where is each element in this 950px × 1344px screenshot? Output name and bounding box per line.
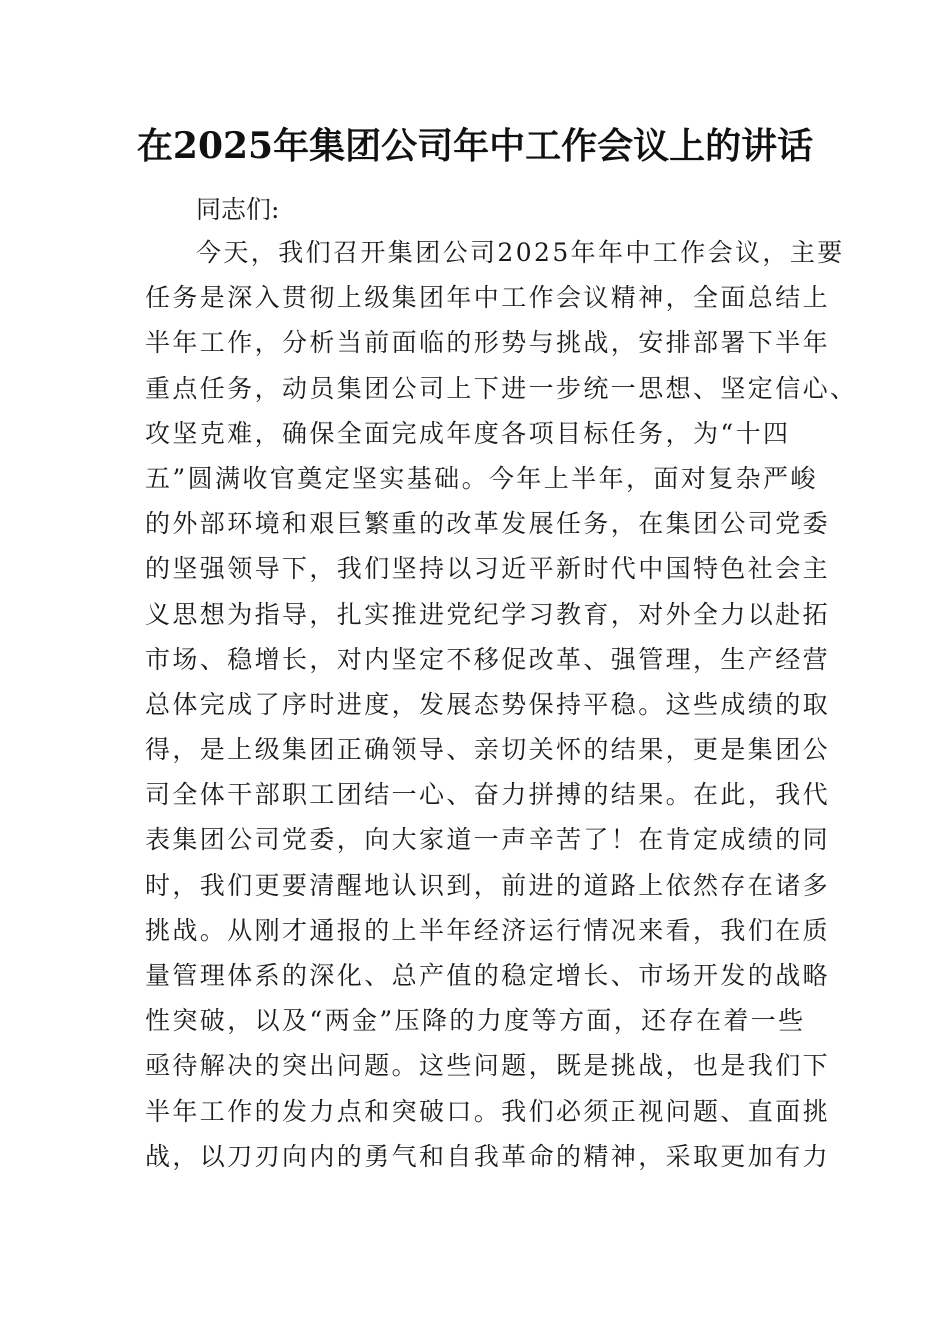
paragraph-line: 战，以刀刃向内的勇气和自我革命的精神，采取更加有力 [145, 1141, 831, 1171]
paragraph-line: 量管理体系的深化、总产值的稳定增长、市场开发的战略 [145, 961, 831, 990]
paragraph-line: 得，是上级集团正确领导、亲切关怀的结果，更是集团公 [145, 735, 831, 765]
paragraph-line: 今天，我们召开集团公司2025年年中工作会议，主要 [196, 238, 845, 267]
paragraph-line: 重点任务，动员集团公司上下进一步统一思想、坚定信心、 [145, 373, 858, 403]
paragraph-line: 五”圆满收官奠定坚实基础。今年上半年，面对复杂严峻 [145, 463, 818, 493]
paragraph-line: 的坚强领导下，我们坚持以习近平新时代中国特色社会主 [145, 554, 831, 584]
paragraph-line: 义思想为指导，扎实推进党纪学习教育，对外全力以赴拓 [145, 599, 831, 629]
paragraph-line: 司全体干部职工团结一心、奋力拼搏的结果。在此，我代 [145, 780, 831, 810]
body-paragraph [145, 230, 858, 1179]
paragraph-line: 表集团公司党委，向大家道一声辛苦了！在肯定成绩的同 [145, 825, 831, 855]
paragraph-line: 任务是深入贯彻上级集团年中工作会议精神，全面总结上 [145, 283, 831, 313]
paragraph-line: 攻坚克难，确保全面完成年度各项目标任务，为“十四 [145, 418, 791, 448]
greeting-line: 同志们: [196, 195, 280, 224]
paragraph-line: 挑战。从刚才通报的上半年经济运行情况来看，我们在质 [145, 915, 831, 945]
paragraph-line: 半年工作的发力点和突破口。我们必须正视问题、直面挑 [145, 1096, 831, 1126]
paragraph-line: 性突破，以及“两金”压降的力度等方面，还存在着一些 [145, 1006, 806, 1036]
paragraph-line: 总体完成了序时进度，发展态势保持平稳。这些成绩的取 [145, 689, 831, 719]
document-title: 在2025年集团公司年中工作会议上的讲话 [136, 125, 814, 167]
paragraph-line: 亟待解决的突出问题。这些问题，既是挑战，也是我们下 [145, 1051, 831, 1081]
paragraph-line: 半年工作，分析当前面临的形势与挑战，安排部署下半年 [145, 328, 831, 358]
paragraph-line: 的外部环境和艰巨繁重的改革发展任务，在集团公司党委 [145, 509, 831, 539]
paragraph-line: 市场、稳增长，对内坚定不移促改革、强管理，生产经营 [145, 644, 831, 674]
paragraph-line: 时，我们更要清醒地认识到，前进的道路上依然存在诸多 [145, 870, 831, 900]
